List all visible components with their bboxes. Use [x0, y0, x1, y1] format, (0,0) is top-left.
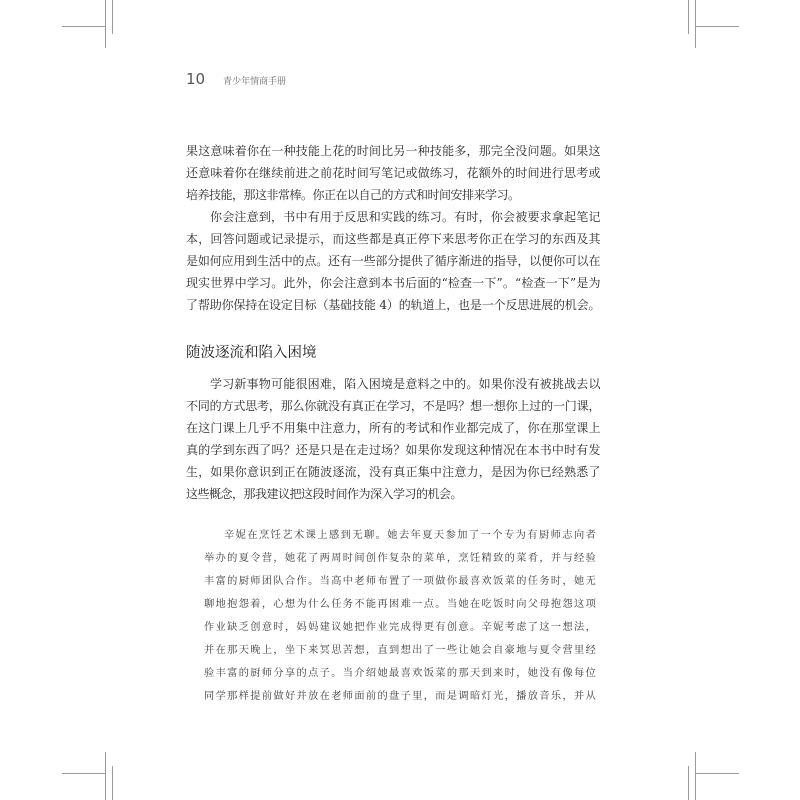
- text-line: 现实世界中学习。此外，你会注意到本书后面的“检查一下”。“检查一下”是为: [186, 276, 600, 290]
- crop-mark: [62, 26, 106, 27]
- crop-mark: [688, 0, 689, 34]
- text-line: 生，如果你意识到正在随波逐流，没有真正集中注意力，是因为你已经熟悉了: [186, 465, 600, 479]
- crop-mark: [112, 0, 113, 34]
- text-line: 不同的方式思考，那么你就没有真正在学习，不是吗？想一想你上过的一门课，: [186, 399, 600, 413]
- paragraph-intro: [186, 140, 600, 206]
- text-line: 学习新事物可能很困难，陷入困境是意料之中的。如果你没有被挑战去以: [210, 377, 600, 391]
- quote-line: 辛妮在烹饪艺术课上感到无聊。她去年夏天参加了一个专为有厨师志向者: [224, 530, 596, 541]
- crop-mark: [112, 766, 113, 800]
- text-line: 培养技能，那这非常棒。你正在以自己的方式和时间安排来学习。: [186, 188, 520, 202]
- running-header: [186, 70, 286, 92]
- quote-line: 验丰富的厨师分享的点子。当介绍她最喜欢饭菜的那天到来时，她没有像每位: [204, 668, 596, 679]
- text-line: 在这门课上几乎不用集中注意力，所有的考试和作业都完成了，你在那堂课上: [186, 421, 600, 435]
- text-line: 你会注意到，书中有用于反思和实践的练习。有时，你会被要求拿起笔记: [210, 210, 600, 224]
- quote-line: 举办的夏令营，她花了两周时间创作复杂的菜单，烹饪精致的菜肴，并与经验: [204, 553, 596, 564]
- crop-mark: [62, 773, 106, 774]
- quote-line: 同学那样提前做好并放在老师面前的盘子里，而是调暗灯光，播放音乐，并从: [204, 691, 596, 702]
- text-line: 还意味着你在继续前进之前花时间写笔记或做练习，花额外的时间进行思考或: [186, 166, 600, 180]
- crop-mark: [688, 766, 689, 800]
- text-line: 了帮助你保持在设定目标（基础技能 4）的轨道上，也是一个反思进展的机会。: [186, 298, 600, 312]
- quote-line: 聊地抱怨着，心想为什么任务不能再困难一点。当她在吃饭时向父母抱怨这项: [204, 599, 596, 610]
- text-line: 本，回答问题或记录提示，而这些都是真正停下来思考你正在学习的东西及其: [186, 232, 600, 246]
- crop-mark: [695, 752, 696, 800]
- text-line: 这些概念，那我建议把这段时间作为深入学习的机会。: [186, 487, 463, 501]
- text-line: 真的学到东西了吗？还是只是在走过场？如果你发现这种情况在本书中时有发: [186, 443, 600, 457]
- crop-mark: [695, 0, 696, 48]
- crop-mark: [105, 0, 106, 48]
- section-heading: 随波逐流和陷入困境: [186, 345, 317, 361]
- crop-mark: [695, 773, 739, 774]
- crop-mark: [695, 26, 739, 27]
- paragraph-reflection: [186, 206, 600, 316]
- paragraph-section: [186, 373, 600, 505]
- case-study-block: [204, 524, 596, 708]
- text-line: 果这意味着你在一种技能上花的时间比另一种技能多，那完全没问题。如果这: [186, 144, 600, 158]
- quote-line: 丰富的厨师团队合作。当高中老师布置了一项做你最喜欢饭菜的任务时，她无: [204, 576, 596, 587]
- page-number: 10: [186, 70, 206, 88]
- text-line: 是如何应用到生活中的点。还有一些部分提供了循序渐进的指导，以便你可以在: [186, 254, 600, 268]
- book-title: 青少年情商手册: [223, 77, 287, 87]
- quote-line: 作业缺乏创意时，妈妈建议她把作业完成得更有创意。辛妮考虑了这一想法，: [204, 622, 596, 633]
- crop-mark: [105, 752, 106, 800]
- quote-line: 并在那天晚上，坐下来冥思苦想，直到想出了一些让她会自豪地与夏令营里经: [204, 645, 596, 656]
